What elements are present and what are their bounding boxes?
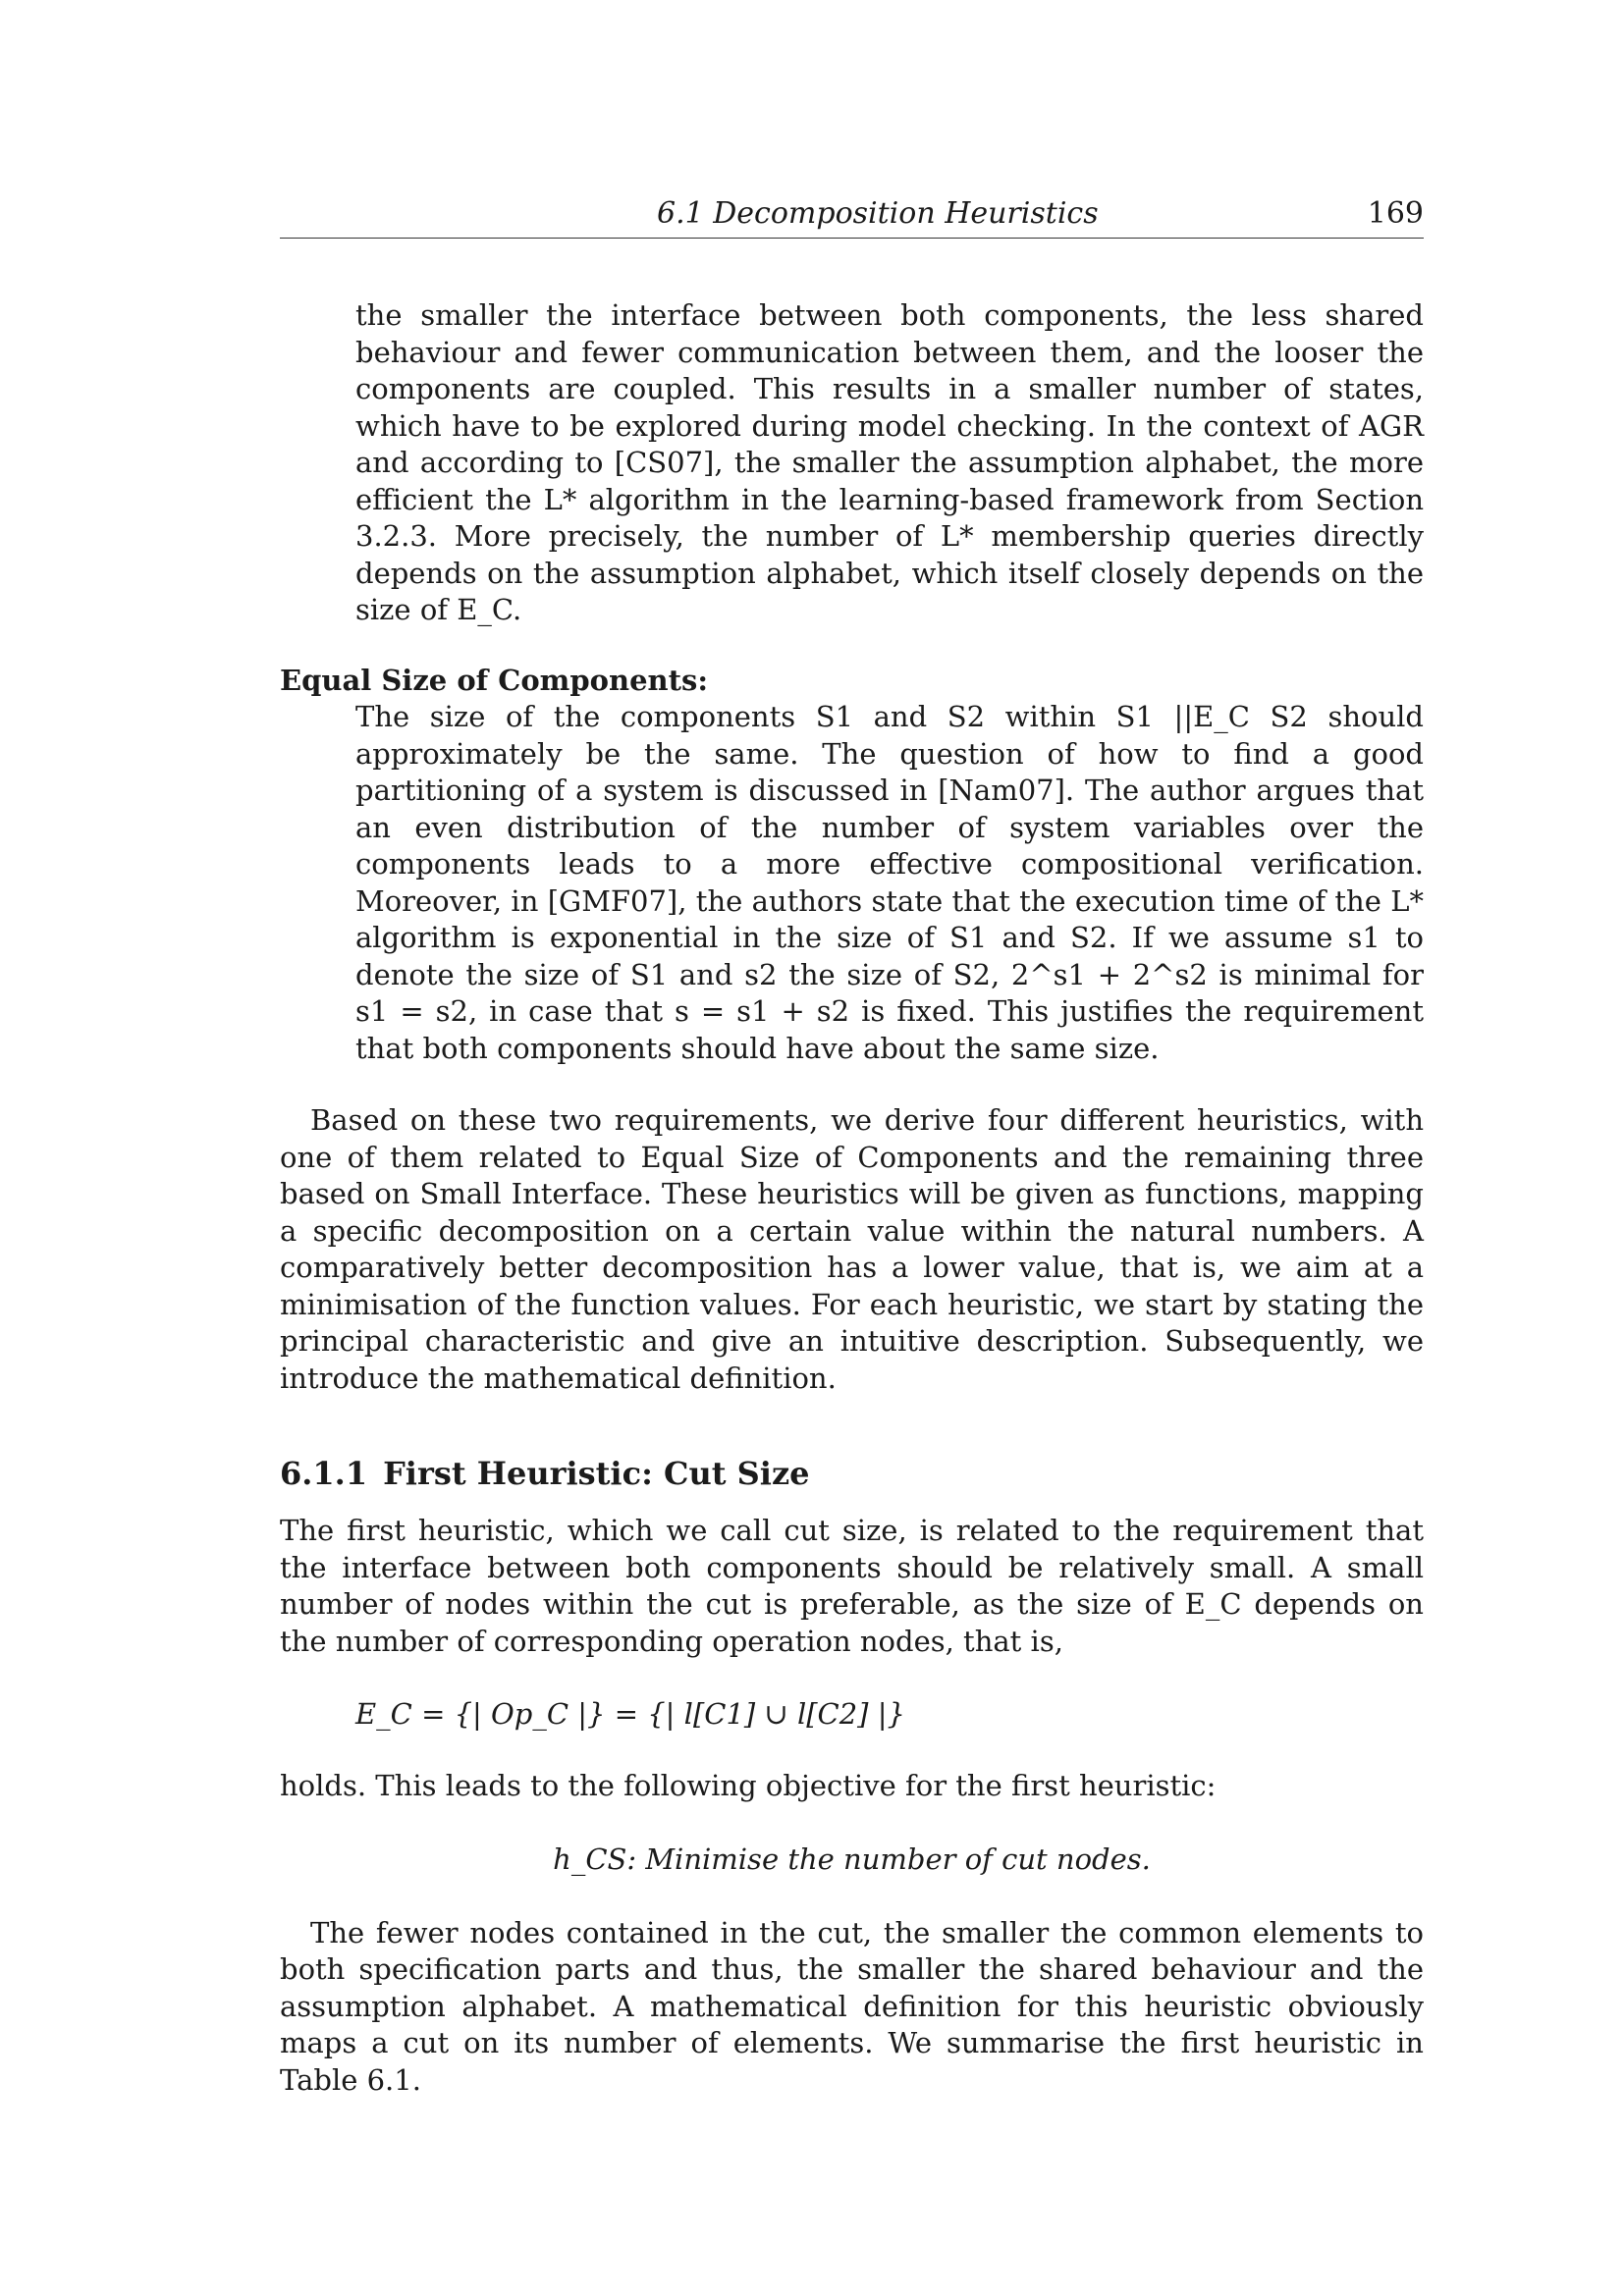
- section-heading: [280, 1454, 1424, 1493]
- equal-size-term-line: [280, 663, 1424, 700]
- equal-size-term: Equal Size of Components:: [280, 663, 709, 697]
- page: [280, 196, 1424, 2099]
- equal-size-of-components-item: [280, 663, 1424, 1068]
- cut-size-paragraph: The first heuristic, which we call cut size, is related to the requirement that the interface between both components should be relatively small. A small number of nodes within the cut is preferable, as the size of E_C depends on the number of corresponding operation nodes, that is,: [280, 1514, 1424, 1658]
- running-header: [280, 196, 1424, 239]
- page-number: 169: [1367, 196, 1424, 231]
- section-title: First Heuristic: Cut Size: [383, 1455, 810, 1492]
- holds-paragraph: holds. This leads to the following objective for the first heuristic:: [280, 1769, 1217, 1802]
- display-equation: E_C = {| Op_C |} = {| l[C1] ∪ l[C2] |}: [355, 1697, 905, 1731]
- requirements-paragraph: Based on these two requirements, we derive four different heuristics, with one of them related to Equal Size of Components and the remaining three based on Small Interface. These heuristics will be given as functions, mapping a specific decomposition on a certain value within the natural numbers. A comparatively better decomposition has a lower value, that is, we aim at a minimisation of the function values. For each heuristic, we start by stating the principal characteristic and give an intuitive description. Subsequently, we introduce the mathematical definition.: [280, 1103, 1424, 1395]
- section-number: 6.1.1: [280, 1455, 368, 1492]
- running-header-title: 6.1 Decomposition Heuristics: [657, 196, 1099, 231]
- summary-paragraph: The fewer nodes contained in the cut, the smaller the common elements to both specification parts and thus, the smaller the shared behaviour and the assumption alphabet. A mathematical definition for this heuristic obviously maps a cut on its number of elements. We summarise the first heuristic in Table 6.1.: [280, 1915, 1424, 2097]
- equal-size-description: The size of the components S1 and S2 within S1 ||E_C S2 should approximately be the same. The question of how to find a good partitioning of a system is discussed in [Nam07]. The author argues that an even distribution of the number of system variables over the components leads to a more effective compositional verification. Moreover, in [GMF07], the authors state that the execution time of the L* algorithm is exponential in the size of S1 and S2. If we assume s1 to denote the size of S1 and s2 the size of S2, 2^s1 + 2^s2 is minimal for s1 = s2, in case that s = s1 + s2 is fixed. This justifies the requirement that both components should have about the same size.: [355, 700, 1424, 1065]
- heuristic-objective: h_CS: Minimise the number of cut nodes.: [553, 1842, 1151, 1876]
- small-interface-continued: the smaller the interface between both components, the less shared behaviour and fewer communication between them, and the looser the components are coupled. This results in a smaller number of states, which have to be explored during model checking. In the context of AGR and according to [CS07], the smaller the assumption alphabet, the more efficient the L* algorithm in the learning-based framework from Section 3.2.3. More precisely, the number of L* membership queries directly depends on the assumption alphabet, which itself closely depends on the size of E_C.: [355, 298, 1424, 626]
